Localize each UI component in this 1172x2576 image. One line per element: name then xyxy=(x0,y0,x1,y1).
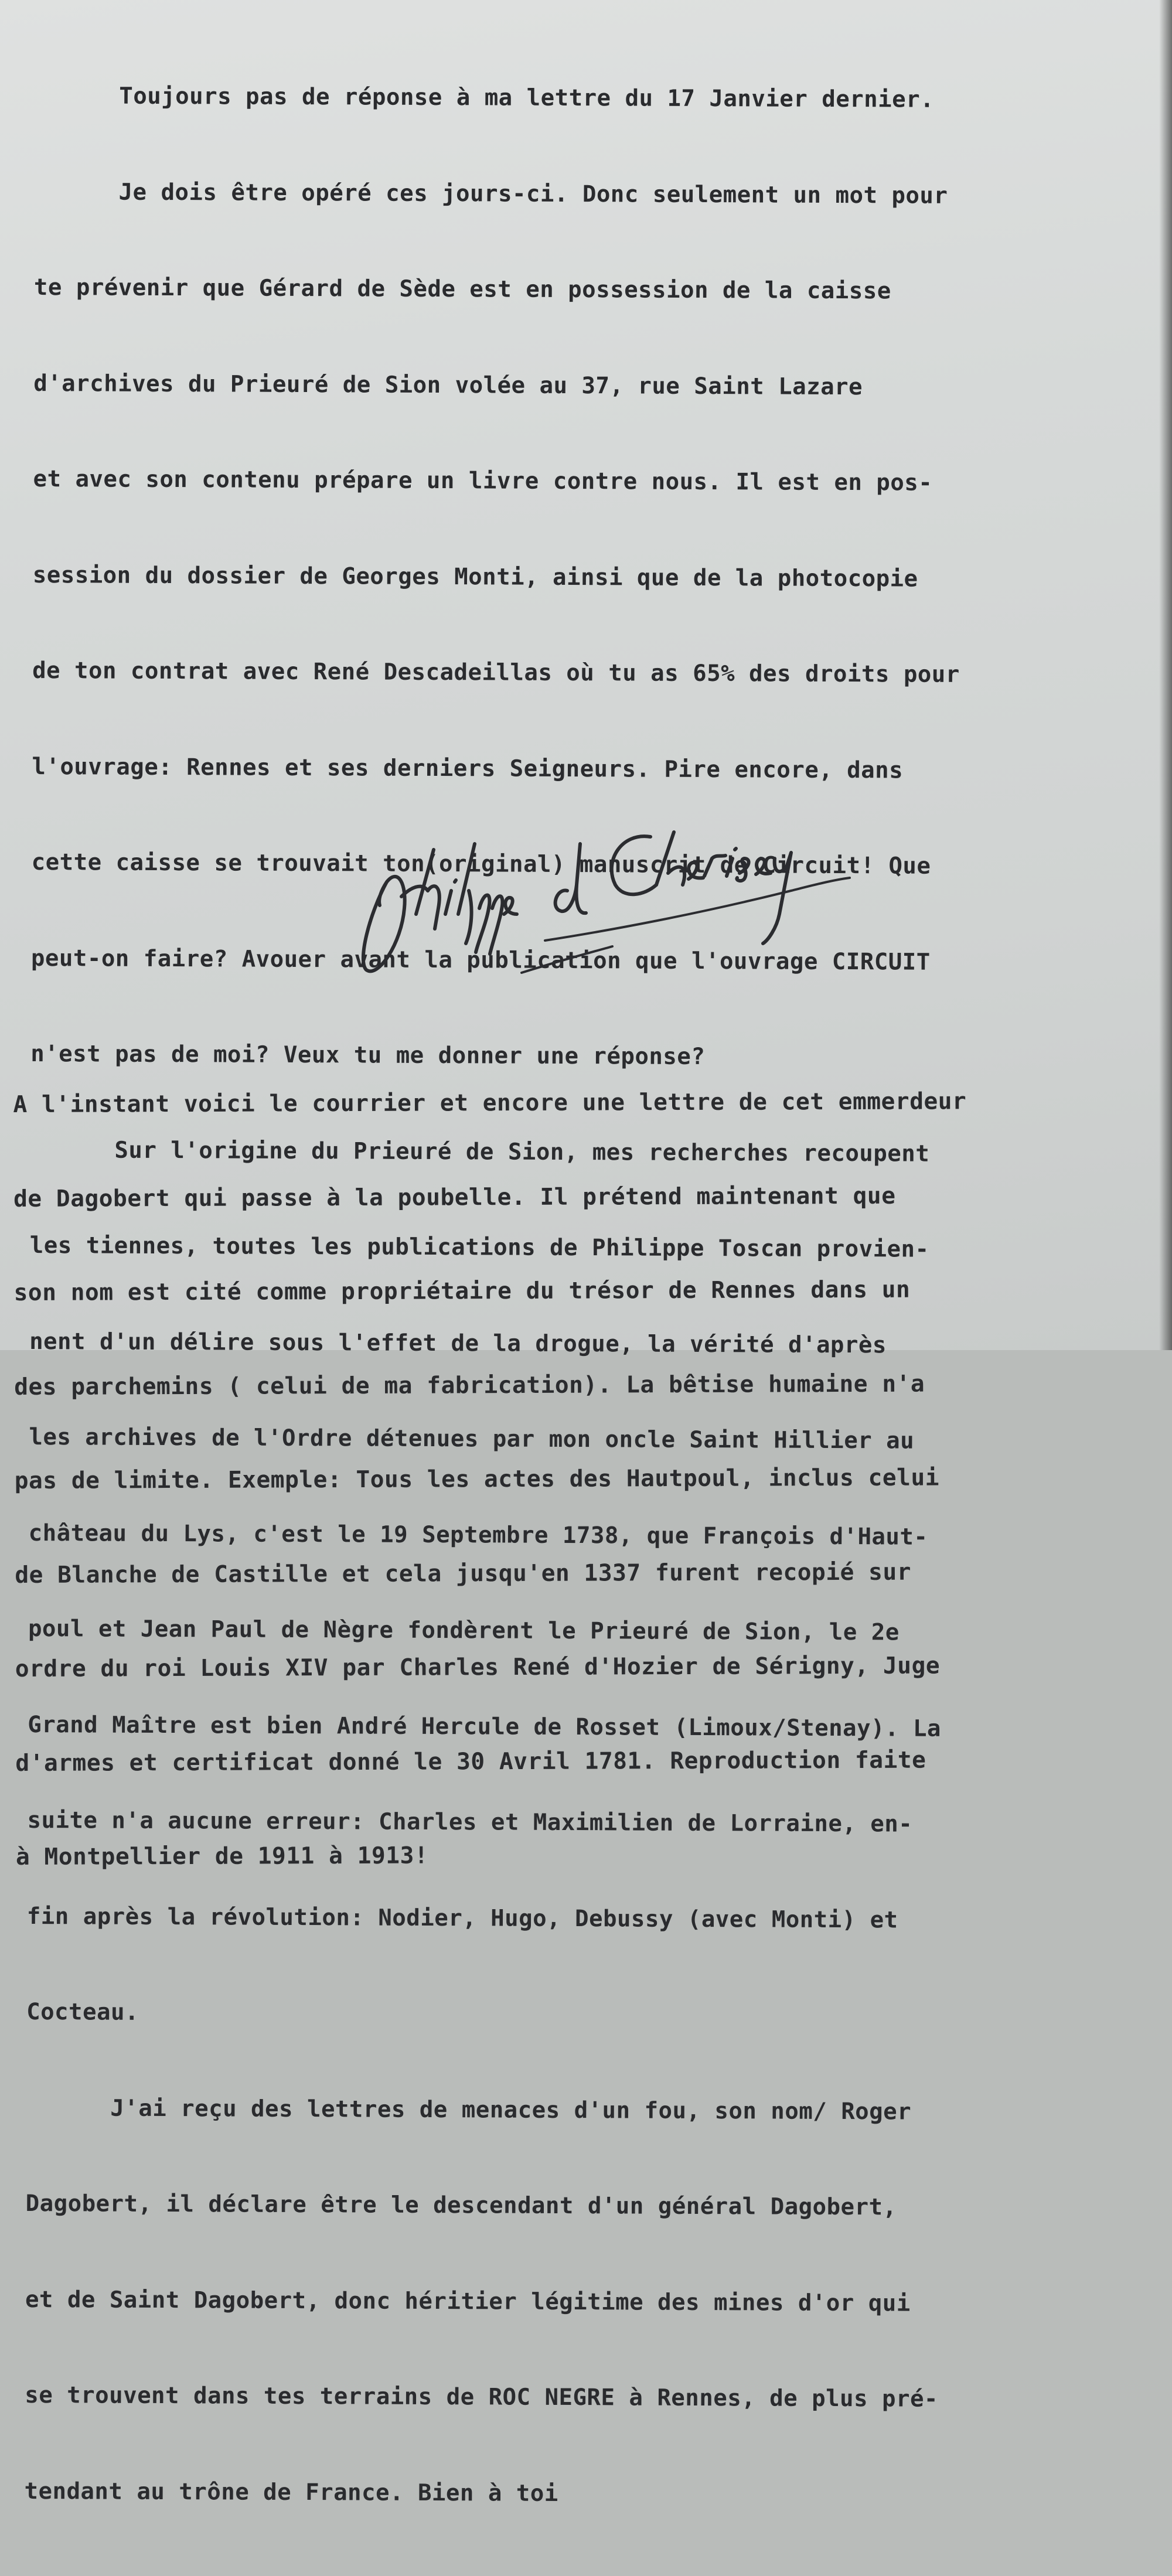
letter-line: session du dossier de Georges Monti, ainsi que de la photocopie xyxy=(32,561,918,592)
letter-line: les tiennes, toutes les publications de Philippe Toscan provien- xyxy=(29,1232,929,1263)
letter-line: les archives de l'Ordre détenues par mon oncle Saint Hillier au xyxy=(29,1423,915,1454)
postscript-line: son nom est cité comme propriétaire du trésor de Rennes dans un xyxy=(13,1276,911,1306)
postscript-line: à Montpellier de 1911 à 1913! xyxy=(15,1842,429,1870)
postscript-body xyxy=(13,1023,1159,1936)
letter-line: Sur l'origine du Prieuré de Sion, mes recherches recoupent xyxy=(30,1136,930,1167)
letter-line: nent d'un délire sous l'effet de la drogue, la vérité d'après xyxy=(29,1328,887,1358)
postscript-line: des parchemins ( celui de ma fabrication). La bêtise humaine n'a xyxy=(14,1370,925,1401)
letter-line: se trouvent dans tes terrains de ROC NEGRE à Rennes, de plus pré- xyxy=(25,2381,939,2413)
letter-line: J'ai reçu des lettres de menaces d'un fou, son nom/ Roger xyxy=(26,2094,912,2125)
letter-line: poul et Jean Paul de Nègre fondèrent le Prieuré de Sion, le 2e xyxy=(28,1615,900,1646)
letter-line: Je dois être opéré ces jours-ci. Donc seulement un mot pour xyxy=(34,178,948,209)
page-edge-shadow xyxy=(1159,0,1172,1350)
postscript-line: A l'instant voici le courrier et encore une lettre de cet emmerdeur xyxy=(13,1088,967,1118)
letter-line: château du Lys, c'est le 19 Septembre 1738, que François d'Haut- xyxy=(28,1519,928,1551)
letter-line: de ton contrat avec René Descadeillas où tu as 65% des droits pour xyxy=(32,657,960,688)
letter-line: cette caisse se trouvait ton(original) manuscrit de Circuit! Que xyxy=(31,849,931,880)
postscript-line: pas de limite. Exemple: Tous les actes des Hautpoul, inclus celui xyxy=(14,1464,940,1494)
letter-line: Dagobert, il déclare être le descendant d'un général Dagobert, xyxy=(25,2190,897,2221)
postscript-line: ordre du roi Louis XIV par Charles René d'Hozier de Sérigny, Juge xyxy=(15,1652,941,1682)
letter-line: Toujours pas de réponse à ma lettre du 17 Janvier dernier. xyxy=(35,82,935,113)
letter-line: Cocteau. xyxy=(26,1998,139,2026)
letter-line: peut-on faire? Avouer avant la publication que l'ouvrage CIRCUIT xyxy=(30,945,931,976)
letter-line: l'ouvrage: Rennes et ses derniers Seigneurs. Pire encore, dans xyxy=(32,753,904,783)
handwritten-signature xyxy=(346,826,873,979)
letter-line: d'archives du Prieuré de Sion volée au 37, rue Saint Lazare xyxy=(33,370,863,400)
postscript-line: de Blanche de Castille et cela jusqu'en 1337 furent recopié sur xyxy=(15,1558,912,1589)
postscript-line: de Dagobert qui passe à la poubelle. Il prétend maintenant que xyxy=(13,1182,896,1212)
letter-line: suite n'a aucune erreur: Charles et Maximilien de Lorraine, en- xyxy=(27,1807,913,1838)
letter-line: n'est pas de moi? Veux tu me donner une réponse? xyxy=(30,1040,706,1071)
letter-line: tendant au trône de France. Bien à toi xyxy=(24,2478,558,2507)
letter-line: fin après la révolution: Nodier, Hugo, Debussy (avec Monti) et xyxy=(26,1903,898,1933)
letter-line: et de Saint Dagobert, donc héritier légitime des mines d'or qui xyxy=(25,2286,911,2317)
postscript-line: d'armes et certificat donné le 30 Avril 1781. Reproduction faite xyxy=(15,1746,926,1777)
letter-line: Grand Maître est bien André Hercule de Rosset (Limoux/Stenay). La xyxy=(28,1711,942,1742)
letter-line: te prévenir que Gérard de Sède est en possession de la caisse xyxy=(33,274,891,305)
letter-line: et avec son contenu prépare un livre contre nous. Il est en pos- xyxy=(33,465,933,496)
